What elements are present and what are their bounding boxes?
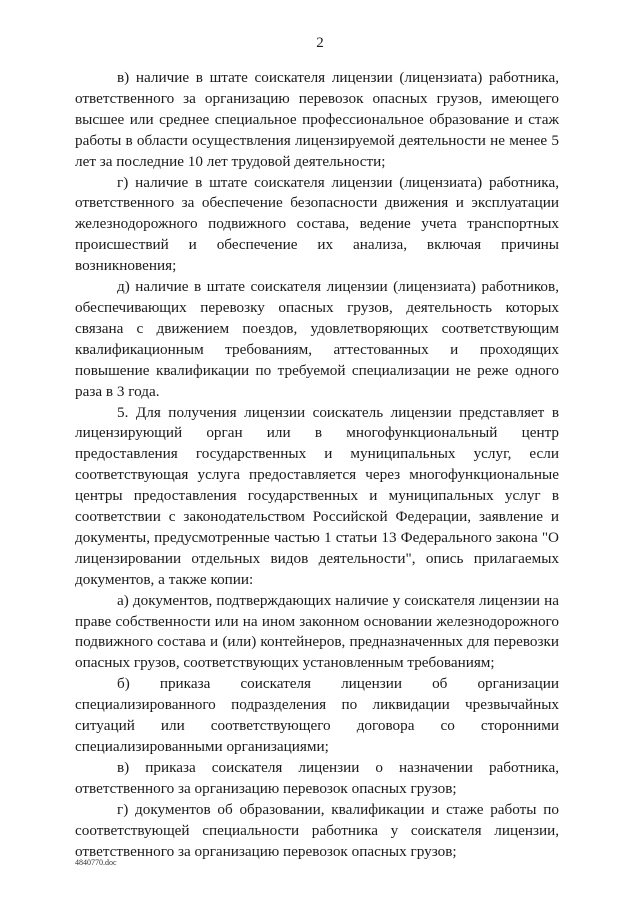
paragraph-item-v: в) наличие в штате соискателя лицензии (лицензиата) работника, ответственного за организацию перевозок опасных грузов, имеющего высшее или среднее специальное профессиональное образование и стаж работы в области осуществления лицензируемой деятельности не менее 5 лет за последние 10 лет трудовой деятельности; bbox=[75, 69, 559, 170]
paragraph-clause-5: 5. Для получения лицензии соискатель лицензии представляет в лицензирующий орган или в многофункциональный центр предоставления государственных и муниципальных услуг, если соответствующая услуга предоставляется через многофункциональные центры предоставления государственных и муниципальных услуг в соответствии с законодательством Российской Федерации, заявление и документы, предусмотренные частью 1 статьи 13 Федерального закона "О лицензировании отдельных видов деятельности", опись прилагаемых документов, а также копии: bbox=[75, 403, 559, 588]
paragraph-subitem-v: в) приказа соискателя лицензии о назначении работника, ответственного за организацию перевозок опасных грузов; bbox=[75, 758, 559, 797]
document-file-code: 4840770.doc bbox=[75, 858, 117, 867]
paragraph-subitem-a: а) документов, подтверждающих наличие у соискателя лицензии на праве собственности или на ином законном основании железнодорожного подвижного состава и (или) контейнеров, предназначенных для перевозки опасных грузов, соответствующих установленным требованиям; bbox=[75, 591, 559, 672]
page-number: 2 bbox=[316, 35, 324, 51]
document-body bbox=[75, 68, 559, 862]
paragraph-subitem-g: г) документов об образовании, квалификации и стаже работы по соответствующей специальности работника у соискателя лицензии, ответственного за организацию перевозок опасных грузов; bbox=[75, 800, 559, 860]
paragraph-subitem-b: б) приказа соискателя лицензии об организации специализированного подразделения по ликвидации чрезвычайных ситуаций или соответствующего договора со сторонними специализированными организациями; bbox=[75, 675, 559, 755]
paragraph-item-d: д) наличие в штате соискателя лицензии (лицензиата) работников, обеспечивающих перевозку опасных грузов, деятельность которых связана с движением поездов, удовлетворяющих соответствующим квалификационным требованиям, аттестованных и проходящих повышение квалификации по требуемой специализации не реже одного раза в 3 года. bbox=[75, 278, 559, 400]
paragraph-item-g: г) наличие в штате соискателя лицензии (лицензиата) работника, ответственного за обеспечение безопасности движения и эксплуатации железнодорожного подвижного состава, ведение учета транспортных происшествий и обеспечение их анализа, включая причины возникновения; bbox=[75, 173, 559, 275]
